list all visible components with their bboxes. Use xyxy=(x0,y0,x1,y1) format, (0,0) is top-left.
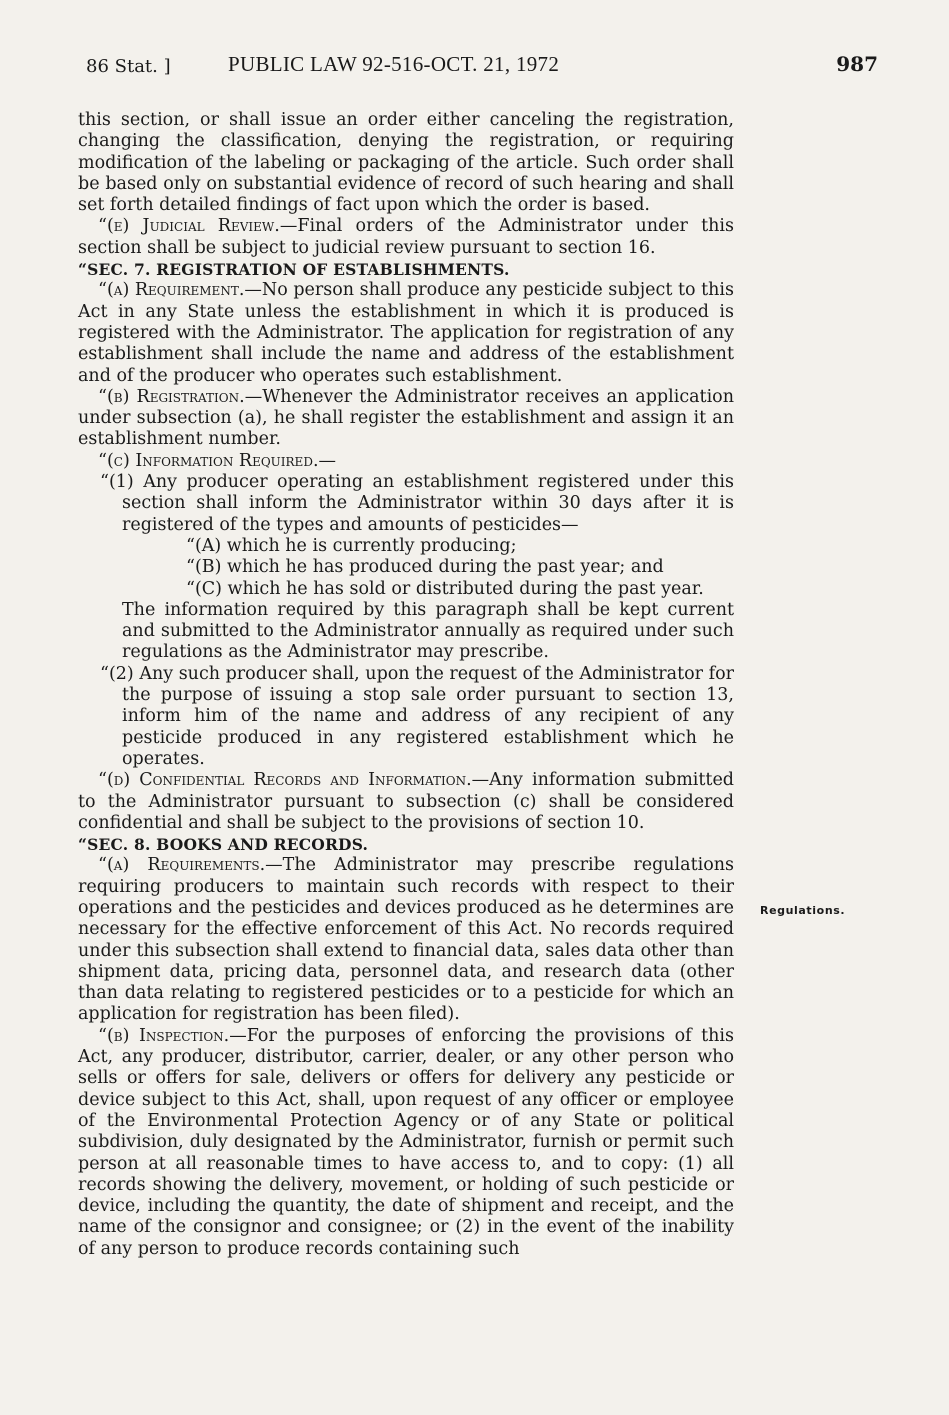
paragraph-text: —Any information submitted to the Administrator pursuant to subsection (c) shall be considered confidential and shall be subject to the provisions of section 10. xyxy=(78,770,735,833)
clause-c-1-B: “(B) which he has produced during the past year; and xyxy=(186,557,664,578)
paragraph-text: —No person shall produce any pesticide subject to this Act in any State unless the establishment in which it is produced is registered with the Administrator. The application for registration of any establishment shall include the name and address of the establishment and of the producer who operates such establishment. xyxy=(78,280,734,386)
subsection-heading: “(b) Inspection. xyxy=(98,1025,230,1046)
clause-c-1-continuation: The information required by this paragraph shall be kept current and submitted to the Administrator annually as required under such regulations as the Administrator may prescribe. xyxy=(122,599,734,663)
section-8-heading: “SEC. 8. BOOKS AND RECORDS. xyxy=(78,835,369,855)
body-text xyxy=(78,110,734,1260)
paragraph-text: —Final orders of the Administrator under this section shall be subject to judicial review pursuant to section 16. xyxy=(78,216,734,258)
paragraph-text: —The Administrator may prescribe regulations requiring producers to maintain such records with respect to their operations and the pesticides and devices produced as he determines are necessary for the effective enforcement of this Act. No records required under this subsection shall extend to financial data, sales data other than shipment data, pricing data, personnel data, and research data (other than data relating to registered pesticides or to a pesticide for which an application for registration has been filed). xyxy=(78,855,734,1025)
section-7-heading: “SEC. 7. REGISTRATION OF ESTABLISHMENTS. xyxy=(78,260,510,280)
paragraph-inspection xyxy=(78,1026,734,1260)
subsection-heading: “(a) Requirements. xyxy=(98,855,266,876)
paragraph-continuation: this section, or shall issue an order either canceling the registration, changing the classification, denying the registration, or requiring modification of the labeling or packaging of the article. Such order shall be based only on substantial evidence of record of such hearing and shall set forth detailed findings of fact upon which the order is based. xyxy=(78,110,734,216)
subsection-heading: “(a) Requirement. xyxy=(98,280,245,301)
paragraph-text: —Whenever the Administrator receives an application under subsection (a), he shall register the establishment and assign it an establishment number. xyxy=(78,386,734,450)
subsection-heading: “(c) Information Required.— xyxy=(98,450,337,471)
paragraph-judicial-review xyxy=(78,216,734,259)
paragraph-information-required xyxy=(78,451,734,472)
statute-reference: 86 Stat. ] xyxy=(86,56,171,77)
paragraph-registration xyxy=(78,387,734,451)
subsection-heading: “(b) Registration. xyxy=(98,386,245,407)
subsection-heading: “(d) Confidential Records and Information. xyxy=(98,770,472,791)
paragraph-requirement xyxy=(78,280,734,386)
clause-c-2: “(2) Any such producer shall, upon the request of the Administrator for the purpose of issuing a stop sale order pursuant to section 13, inform him of the name and address of any recipient of any pesticide produced in any registered establishment which he operates. xyxy=(100,663,734,769)
paragraph-text: —For the purposes of enforcing the provisions of this Act, any producer, distributor, carrier, dealer, or any other person who sells or offers for sale, delivers or offers for delivery any pesticide or device subject to this Act, shall, upon request of any officer or employee of the Environmental Protection Agency or of any State or political subdivision, duly designated by the Administrator, furnish or permit such person at all reasonable times to have access to, and to copy: (1) all records showing the delivery, movement, or holding of such pesticide or device, including the quantity, the date of shipment and receipt, and the name of the consignor and consignee; or (2) in the event of the inability of any person to produce records containing such xyxy=(78,1025,734,1259)
clause-c-1-A: “(A) which he is currently producing; xyxy=(186,535,517,556)
page-header xyxy=(86,52,878,82)
subsection-heading: “(e) Judicial Review. xyxy=(98,216,280,237)
clause-c-1-C: “(C) which he has sold or distributed during the past year. xyxy=(186,578,704,599)
running-title: PUBLIC LAW 92-516-OCT. 21, 1972 xyxy=(228,52,560,76)
margin-note-regulations: Regulations. xyxy=(760,904,846,917)
paragraph-confidential-records xyxy=(78,770,734,834)
paragraph-requirements xyxy=(78,855,734,1025)
page-number: 987 xyxy=(836,52,878,76)
clause-c-1: “(1) Any producer operating an establishment registered under this section shall inform the Administrator within 30 days after it is registered of the types and amounts of pesticides— xyxy=(100,472,734,535)
